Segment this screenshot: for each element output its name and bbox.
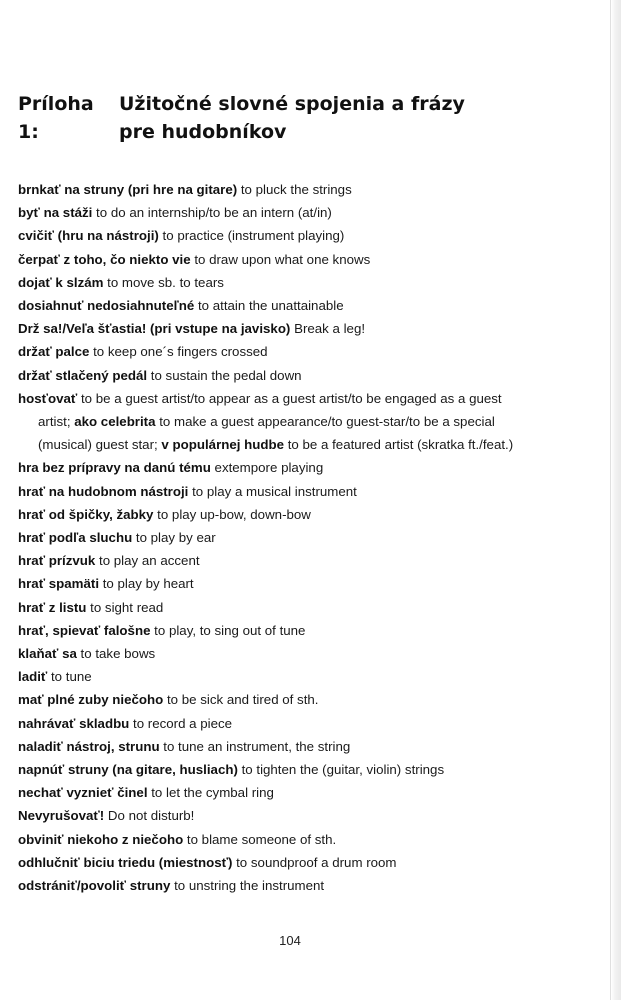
phrase-term: držať stlačený pedál — [18, 367, 148, 383]
list-item — [18, 758, 578, 781]
phrase-translation: to blame someone of sth. — [183, 831, 337, 847]
list-item — [18, 572, 578, 595]
phrase-term: dojať k slzám — [18, 274, 104, 290]
phrase-translation: to sustain the pedal down — [147, 367, 302, 383]
phrase-translation: to play, to sing out of tune — [150, 622, 306, 638]
list-item — [18, 735, 578, 758]
phrase-translation: to play by heart — [99, 576, 194, 592]
phrase-translation: to attain the unattainable — [194, 298, 344, 314]
list-item — [18, 665, 578, 688]
list-item — [18, 874, 578, 897]
phrase-term: držať palce — [18, 344, 90, 360]
list-item — [18, 828, 578, 851]
phrase-list — [18, 178, 578, 897]
phrase-translation: to be sick and tired of sth. — [163, 692, 319, 708]
phrase-translation: to pluck the strings — [237, 182, 352, 197]
entry-line-3 — [18, 433, 578, 456]
phrase-term: hrať, spievať falošne — [18, 622, 151, 638]
phrase-term: cvičiť (hru na nástroji) — [18, 228, 159, 244]
entry-line-2 — [18, 410, 578, 433]
appendix-heading — [18, 90, 578, 146]
page-edge — [610, 0, 621, 1000]
phrase-term: ladiť — [18, 669, 48, 685]
phrase-translation: to take bows — [76, 646, 156, 662]
list-item — [18, 712, 578, 735]
list-item — [18, 781, 578, 804]
list-item — [18, 456, 578, 479]
phrase-translation: to play up-bow, down-bow — [153, 506, 311, 522]
phrase-translation: artist; — [38, 414, 75, 430]
list-item — [18, 364, 578, 387]
phrase-translation: to sight read — [86, 599, 164, 615]
phrase-term: hrať od špičky, žabky — [18, 506, 154, 522]
phrase-translation: to play a musical instrument — [188, 483, 357, 499]
appendix-title — [119, 90, 578, 146]
list-item — [18, 526, 578, 549]
phrase-term: čerpať z toho, čo niekto vie — [18, 251, 191, 267]
list-item — [18, 340, 578, 363]
list-item — [18, 688, 578, 711]
phrase-translation: to make a guest appearance/to guest-star/to be a special — [155, 414, 495, 430]
phrase-term: hrať z listu — [18, 599, 87, 615]
list-item — [18, 201, 578, 224]
phrase-term: Drž sa!/Veľa šťastia! (pri vstupe na javisko) — [18, 321, 291, 337]
phrase-term: hrať spamäti — [18, 576, 100, 592]
phrase-translation: to draw upon what one knows — [190, 251, 371, 267]
phrase-term: napnúť struny (na gitare, husliach) — [18, 762, 238, 778]
phrase-translation: to play an accent — [95, 553, 200, 569]
phrase-term: ako celebrita — [74, 414, 156, 430]
phrase-term: odhlučniť biciu triedu (miestnosť) — [18, 854, 233, 870]
list-item — [18, 480, 578, 503]
phrase-translation: Do not disturb! — [104, 808, 195, 824]
phrase-translation: to be a featured artist (skratka ft./feat.) — [284, 437, 514, 453]
phrase-translation: to be a guest artist/to appear as a guest artist/to be engaged as a guest — [77, 390, 502, 406]
list-item — [18, 317, 578, 340]
list-item — [18, 619, 578, 642]
list-item — [18, 851, 578, 874]
phrase-term: hra bez prípravy na danú tému — [18, 460, 211, 476]
phrase-translation: to tighten the (guitar, violin) strings — [237, 762, 445, 778]
list-item — [18, 271, 578, 294]
phrase-translation: to tune an instrument, the string — [159, 738, 351, 754]
phrase-translation: to play by ear — [132, 530, 216, 546]
phrase-term: hrať podľa sluchu — [18, 530, 133, 546]
phrase-translation: to tune — [47, 669, 92, 685]
phrase-term: Nevyrušovať! — [18, 808, 105, 824]
list-item — [18, 178, 578, 201]
phrase-translation: (musical) guest star; — [38, 437, 162, 453]
page-number: 104 — [279, 933, 301, 948]
phrase-translation: to soundproof a drum room — [232, 854, 397, 870]
list-item — [18, 503, 578, 526]
phrase-translation: to let the cymbal ring — [147, 785, 274, 801]
phrase-term: mať plné zuby niečoho — [18, 692, 164, 708]
list-item-multiline — [18, 387, 578, 457]
phrase-term: nahrávať skladbu — [18, 715, 130, 731]
phrase-term: hrať na hudobnom nástroji — [18, 483, 189, 499]
list-item — [18, 642, 578, 665]
phrase-term: dosiahnuť nedosiahnuteľné — [18, 298, 195, 314]
phrase-translation: to unstring the instrument — [170, 878, 325, 894]
phrase-term: naladiť nástroj, strunu — [18, 738, 160, 754]
phrase-term: klaňať sa — [18, 646, 77, 662]
phrase-term: hosťovať — [18, 390, 78, 406]
phrase-term: nechať vyznieť činel — [18, 785, 148, 801]
phrase-translation: extempore playing — [210, 460, 324, 476]
appendix-label: Príloha 1: — [18, 93, 94, 143]
phrase-translation: to do an internship/to be an intern (at/in) — [92, 205, 332, 221]
phrase-term: byť na stáži — [18, 205, 93, 221]
list-item — [18, 224, 578, 247]
phrase-translation: to keep one´s fingers crossed — [89, 344, 268, 360]
phrase-translation: to practice (instrument playing) — [158, 228, 345, 244]
phrase-term: v populárnej hudbe — [161, 437, 285, 453]
phrase-term: obviniť niekoho z niečoho — [18, 831, 184, 847]
phrase-translation: to move sb. to tears — [103, 274, 224, 290]
list-item — [18, 294, 578, 317]
phrase-term: hrať prízvuk — [18, 553, 96, 569]
appendix-title-line-2: pre hudobníkov — [119, 121, 287, 143]
phrase-translation: to record a piece — [129, 715, 233, 731]
list-item — [18, 248, 578, 271]
phrase-term: odstrániť/povoliť struny — [18, 878, 171, 894]
list-item — [18, 596, 578, 619]
phrase-term: brnkať na struny (pri hre na gitare) — [18, 182, 238, 197]
appendix-title-line-1: Užitočné slovné spojenia a frázy — [119, 93, 465, 115]
phrase-translation: Break a leg! — [290, 321, 366, 337]
entry-line-1 — [18, 391, 502, 406]
list-item — [18, 549, 578, 572]
list-item — [18, 804, 578, 827]
